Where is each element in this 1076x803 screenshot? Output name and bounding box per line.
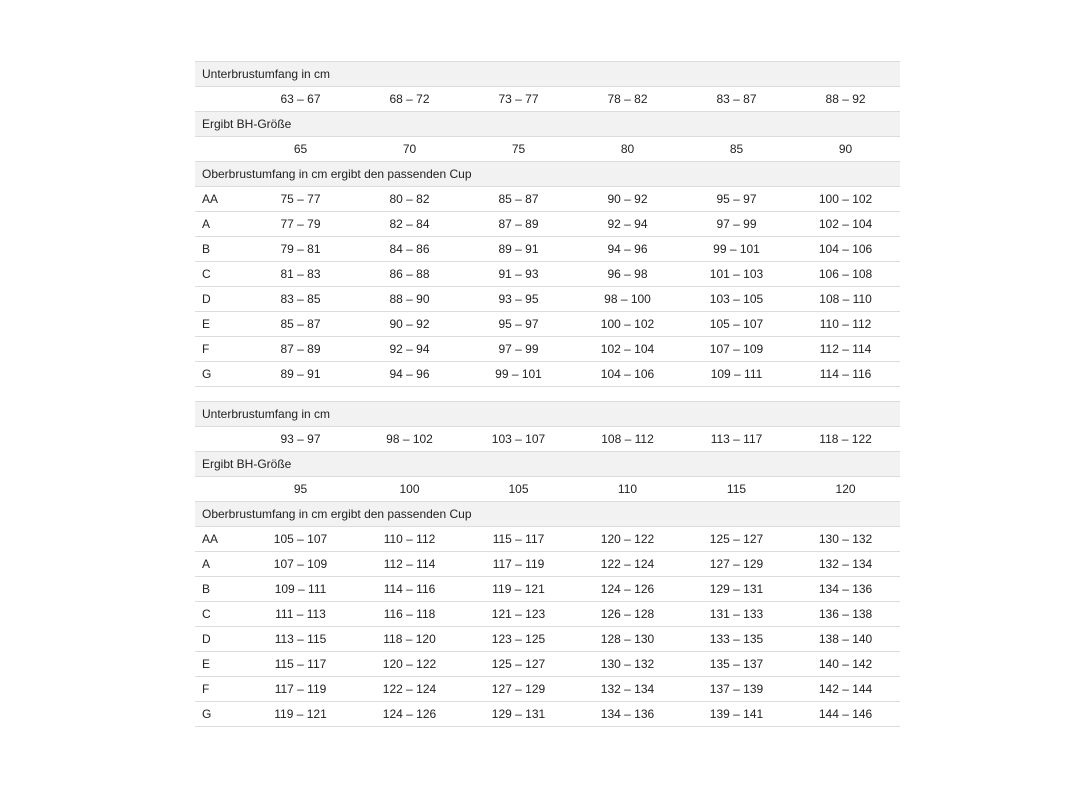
overbust-value: 125 – 127 bbox=[464, 652, 573, 677]
size-values-row bbox=[195, 477, 900, 502]
bra-size: 80 bbox=[573, 137, 682, 162]
overbust-value: 99 – 101 bbox=[464, 362, 573, 387]
overbust-value: 131 – 133 bbox=[682, 602, 791, 627]
overbust-value: 142 – 144 bbox=[791, 677, 900, 702]
overbust-value: 114 – 116 bbox=[791, 362, 900, 387]
size-table-2 bbox=[195, 401, 900, 727]
overbust-value: 104 – 106 bbox=[791, 237, 900, 262]
size-label: Ergibt BH-Größe bbox=[195, 112, 900, 137]
underbust-header-row bbox=[195, 402, 900, 427]
overbust-value: 107 – 109 bbox=[682, 337, 791, 362]
overbust-header-row bbox=[195, 162, 900, 187]
overbust-value: 79 – 81 bbox=[246, 237, 355, 262]
bra-size: 105 bbox=[464, 477, 573, 502]
overbust-value: 93 – 95 bbox=[464, 287, 573, 312]
underbust-label: Unterbrustumfang in cm bbox=[195, 62, 900, 87]
overbust-value: 109 – 111 bbox=[246, 577, 355, 602]
overbust-value: 117 – 119 bbox=[246, 677, 355, 702]
overbust-value: 107 – 109 bbox=[246, 552, 355, 577]
overbust-value: 94 – 96 bbox=[355, 362, 464, 387]
size-values-row bbox=[195, 137, 900, 162]
cup-row bbox=[195, 337, 900, 362]
underbust-values-row bbox=[195, 427, 900, 452]
overbust-value: 121 – 123 bbox=[464, 602, 573, 627]
overbust-value: 82 – 84 bbox=[355, 212, 464, 237]
cup-row bbox=[195, 552, 900, 577]
overbust-value: 90 – 92 bbox=[355, 312, 464, 337]
cup-label: B bbox=[195, 577, 246, 602]
overbust-value: 110 – 112 bbox=[791, 312, 900, 337]
overbust-value: 97 – 99 bbox=[464, 337, 573, 362]
overbust-value: 125 – 127 bbox=[682, 527, 791, 552]
cup-row bbox=[195, 577, 900, 602]
overbust-value: 104 – 106 bbox=[573, 362, 682, 387]
bra-size: 110 bbox=[573, 477, 682, 502]
cup-label: AA bbox=[195, 527, 246, 552]
overbust-value: 139 – 141 bbox=[682, 702, 791, 727]
overbust-value: 87 – 89 bbox=[464, 212, 573, 237]
overbust-value: 113 – 115 bbox=[246, 627, 355, 652]
overbust-value: 112 – 114 bbox=[791, 337, 900, 362]
overbust-value: 124 – 126 bbox=[573, 577, 682, 602]
overbust-value: 110 – 112 bbox=[355, 527, 464, 552]
overbust-value: 134 – 136 bbox=[573, 702, 682, 727]
underbust-value: 93 – 97 bbox=[246, 427, 355, 452]
underbust-value: 68 – 72 bbox=[355, 87, 464, 112]
underbust-value: 98 – 102 bbox=[355, 427, 464, 452]
overbust-value: 100 – 102 bbox=[573, 312, 682, 337]
bra-size: 65 bbox=[246, 137, 355, 162]
overbust-value: 92 – 94 bbox=[355, 337, 464, 362]
row-label-empty bbox=[195, 477, 246, 502]
cup-label: G bbox=[195, 702, 246, 727]
overbust-value: 102 – 104 bbox=[791, 212, 900, 237]
overbust-value: 133 – 135 bbox=[682, 627, 791, 652]
overbust-value: 99 – 101 bbox=[682, 237, 791, 262]
cup-label: D bbox=[195, 627, 246, 652]
overbust-value: 129 – 131 bbox=[464, 702, 573, 727]
overbust-value: 80 – 82 bbox=[355, 187, 464, 212]
overbust-value: 119 – 121 bbox=[246, 702, 355, 727]
overbust-value: 89 – 91 bbox=[464, 237, 573, 262]
overbust-value: 109 – 111 bbox=[682, 362, 791, 387]
cup-row bbox=[195, 312, 900, 337]
overbust-value: 91 – 93 bbox=[464, 262, 573, 287]
underbust-value: 88 – 92 bbox=[791, 87, 900, 112]
overbust-header-row bbox=[195, 502, 900, 527]
bra-size: 75 bbox=[464, 137, 573, 162]
overbust-value: 95 – 97 bbox=[464, 312, 573, 337]
overbust-value: 75 – 77 bbox=[246, 187, 355, 212]
cup-row bbox=[195, 237, 900, 262]
overbust-value: 100 – 102 bbox=[791, 187, 900, 212]
row-label-empty bbox=[195, 137, 246, 162]
cup-row bbox=[195, 287, 900, 312]
overbust-value: 128 – 130 bbox=[573, 627, 682, 652]
overbust-value: 120 – 122 bbox=[573, 527, 682, 552]
overbust-value: 95 – 97 bbox=[682, 187, 791, 212]
overbust-value: 88 – 90 bbox=[355, 287, 464, 312]
underbust-value: 103 – 107 bbox=[464, 427, 573, 452]
overbust-value: 132 – 134 bbox=[791, 552, 900, 577]
overbust-value: 96 – 98 bbox=[573, 262, 682, 287]
overbust-value: 90 – 92 bbox=[573, 187, 682, 212]
overbust-value: 116 – 118 bbox=[355, 602, 464, 627]
underbust-values-row bbox=[195, 87, 900, 112]
overbust-value: 122 – 124 bbox=[355, 677, 464, 702]
overbust-value: 144 – 146 bbox=[791, 702, 900, 727]
underbust-value: 118 – 122 bbox=[791, 427, 900, 452]
bra-size: 100 bbox=[355, 477, 464, 502]
cup-label: E bbox=[195, 652, 246, 677]
bra-size: 95 bbox=[246, 477, 355, 502]
overbust-value: 126 – 128 bbox=[573, 602, 682, 627]
overbust-value: 138 – 140 bbox=[791, 627, 900, 652]
overbust-value: 129 – 131 bbox=[682, 577, 791, 602]
cup-row bbox=[195, 187, 900, 212]
overbust-value: 106 – 108 bbox=[791, 262, 900, 287]
overbust-value: 136 – 138 bbox=[791, 602, 900, 627]
overbust-value: 118 – 120 bbox=[355, 627, 464, 652]
overbust-value: 105 – 107 bbox=[246, 527, 355, 552]
overbust-value: 103 – 105 bbox=[682, 287, 791, 312]
overbust-label: Oberbrustumfang in cm ergibt den passenden Cup bbox=[195, 162, 900, 187]
overbust-value: 87 – 89 bbox=[246, 337, 355, 362]
overbust-value: 115 – 117 bbox=[464, 527, 573, 552]
cup-label: AA bbox=[195, 187, 246, 212]
row-label-empty bbox=[195, 87, 246, 112]
overbust-value: 84 – 86 bbox=[355, 237, 464, 262]
overbust-label: Oberbrustumfang in cm ergibt den passenden Cup bbox=[195, 502, 900, 527]
overbust-value: 94 – 96 bbox=[573, 237, 682, 262]
overbust-value: 117 – 119 bbox=[464, 552, 573, 577]
overbust-value: 120 – 122 bbox=[355, 652, 464, 677]
cup-label: E bbox=[195, 312, 246, 337]
cup-row bbox=[195, 602, 900, 627]
underbust-header-row bbox=[195, 62, 900, 87]
cup-row bbox=[195, 362, 900, 387]
overbust-value: 119 – 121 bbox=[464, 577, 573, 602]
bra-size: 90 bbox=[791, 137, 900, 162]
overbust-value: 137 – 139 bbox=[682, 677, 791, 702]
row-label-empty bbox=[195, 427, 246, 452]
cup-label: B bbox=[195, 237, 246, 262]
overbust-value: 85 – 87 bbox=[246, 312, 355, 337]
overbust-value: 83 – 85 bbox=[246, 287, 355, 312]
bra-size: 85 bbox=[682, 137, 791, 162]
cup-label: C bbox=[195, 602, 246, 627]
overbust-value: 85 – 87 bbox=[464, 187, 573, 212]
cup-label: G bbox=[195, 362, 246, 387]
size-header-row bbox=[195, 112, 900, 137]
overbust-value: 105 – 107 bbox=[682, 312, 791, 337]
cup-label: D bbox=[195, 287, 246, 312]
cup-row bbox=[195, 212, 900, 237]
cup-row bbox=[195, 652, 900, 677]
overbust-value: 130 – 132 bbox=[791, 527, 900, 552]
overbust-value: 112 – 114 bbox=[355, 552, 464, 577]
cup-label: F bbox=[195, 677, 246, 702]
size-label: Ergibt BH-Größe bbox=[195, 452, 900, 477]
overbust-value: 124 – 126 bbox=[355, 702, 464, 727]
cup-label: A bbox=[195, 552, 246, 577]
bra-size: 70 bbox=[355, 137, 464, 162]
cup-row bbox=[195, 627, 900, 652]
size-header-row bbox=[195, 452, 900, 477]
cup-row bbox=[195, 527, 900, 552]
size-table-1 bbox=[195, 61, 900, 387]
overbust-value: 134 – 136 bbox=[791, 577, 900, 602]
underbust-value: 73 – 77 bbox=[464, 87, 573, 112]
overbust-value: 98 – 100 bbox=[573, 287, 682, 312]
overbust-value: 92 – 94 bbox=[573, 212, 682, 237]
underbust-value: 108 – 112 bbox=[573, 427, 682, 452]
overbust-value: 140 – 142 bbox=[791, 652, 900, 677]
overbust-value: 130 – 132 bbox=[573, 652, 682, 677]
cup-label: A bbox=[195, 212, 246, 237]
underbust-value: 63 – 67 bbox=[246, 87, 355, 112]
overbust-value: 77 – 79 bbox=[246, 212, 355, 237]
overbust-value: 89 – 91 bbox=[246, 362, 355, 387]
overbust-value: 102 – 104 bbox=[573, 337, 682, 362]
overbust-value: 132 – 134 bbox=[573, 677, 682, 702]
overbust-value: 123 – 125 bbox=[464, 627, 573, 652]
cup-row bbox=[195, 702, 900, 727]
underbust-label: Unterbrustumfang in cm bbox=[195, 402, 900, 427]
overbust-value: 127 – 129 bbox=[682, 552, 791, 577]
overbust-value: 97 – 99 bbox=[682, 212, 791, 237]
overbust-value: 122 – 124 bbox=[573, 552, 682, 577]
cup-row bbox=[195, 677, 900, 702]
cup-row bbox=[195, 262, 900, 287]
underbust-value: 78 – 82 bbox=[573, 87, 682, 112]
overbust-value: 114 – 116 bbox=[355, 577, 464, 602]
underbust-value: 113 – 117 bbox=[682, 427, 791, 452]
bra-size: 115 bbox=[682, 477, 791, 502]
cup-label: F bbox=[195, 337, 246, 362]
overbust-value: 108 – 110 bbox=[791, 287, 900, 312]
overbust-value: 127 – 129 bbox=[464, 677, 573, 702]
underbust-value: 83 – 87 bbox=[682, 87, 791, 112]
bra-size: 120 bbox=[791, 477, 900, 502]
overbust-value: 101 – 103 bbox=[682, 262, 791, 287]
overbust-value: 111 – 113 bbox=[246, 602, 355, 627]
overbust-value: 135 – 137 bbox=[682, 652, 791, 677]
cup-label: C bbox=[195, 262, 246, 287]
overbust-value: 115 – 117 bbox=[246, 652, 355, 677]
overbust-value: 86 – 88 bbox=[355, 262, 464, 287]
overbust-value: 81 – 83 bbox=[246, 262, 355, 287]
